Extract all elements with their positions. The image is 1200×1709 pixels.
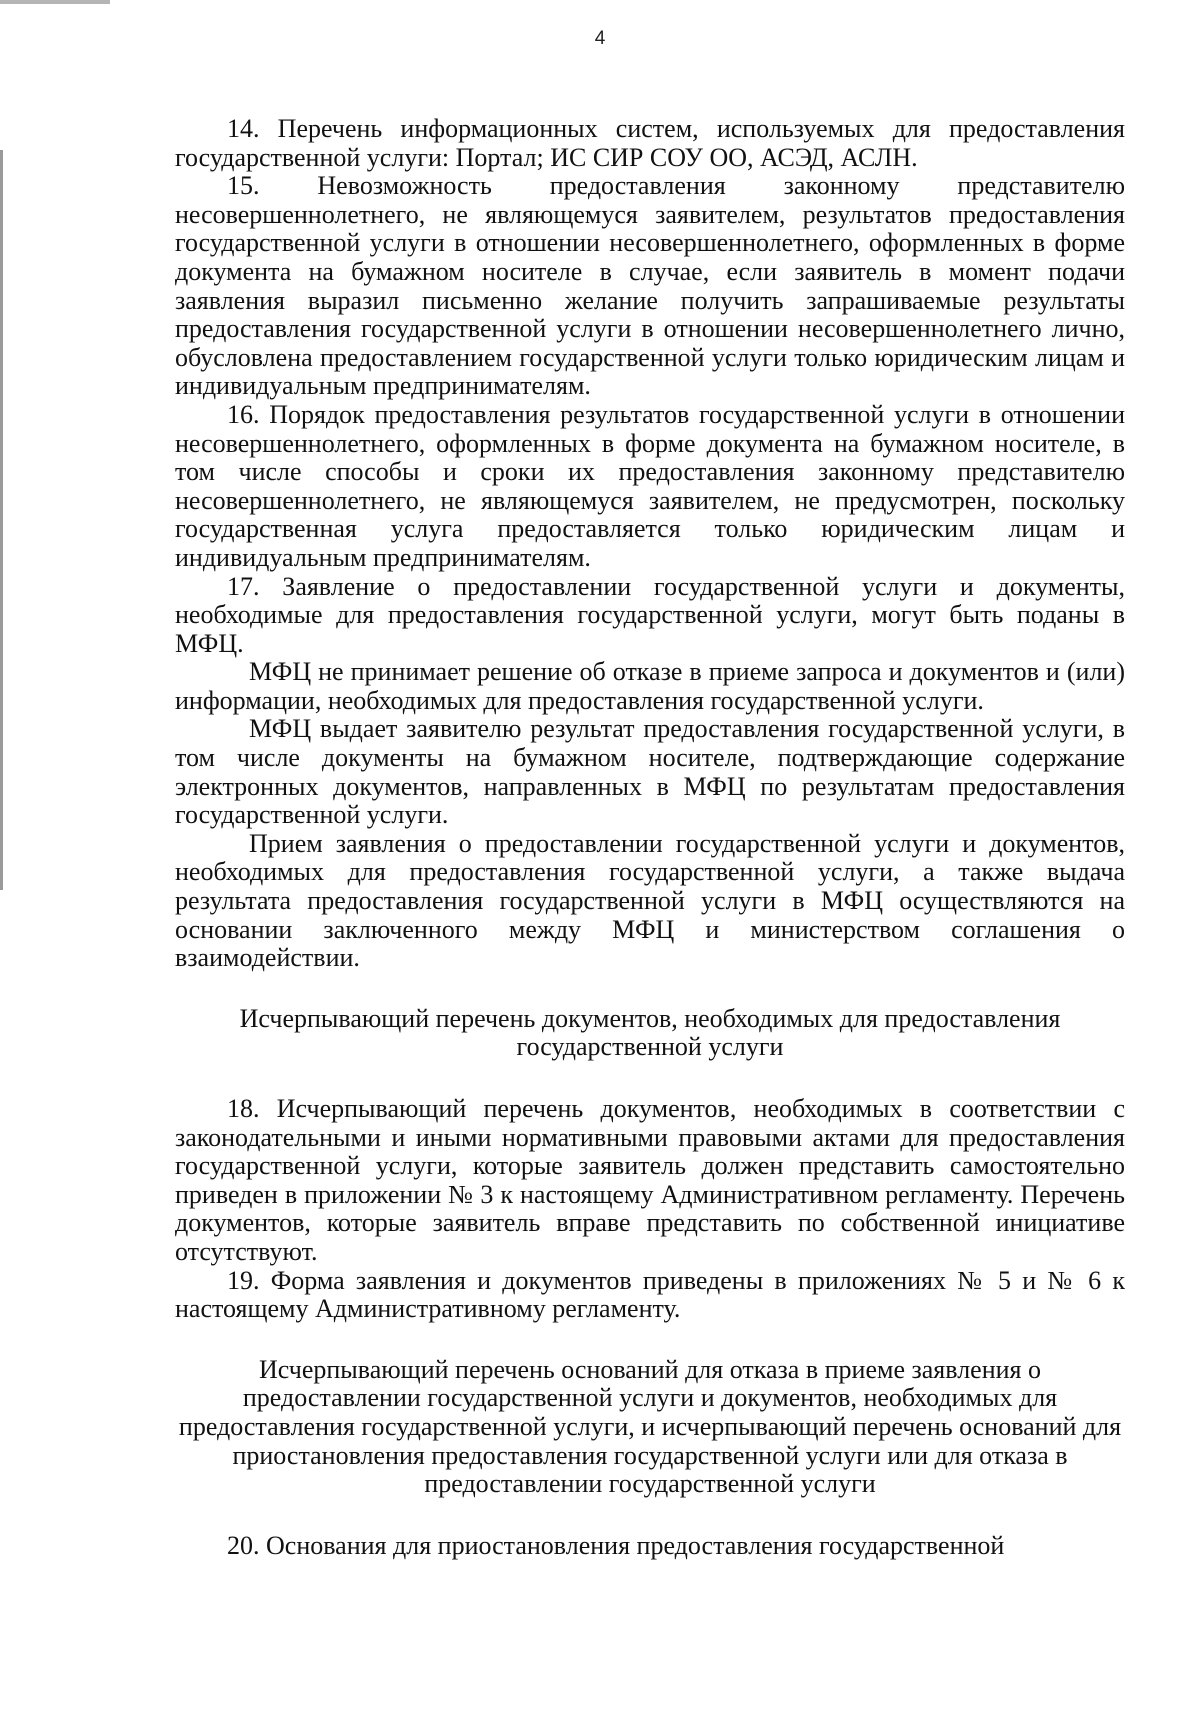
paragraph-14: 14. Перечень информационных систем, используемых для предоставления государственной услуги: Портал; ИС СИР СОУ ОО, АСЭД, АСЛН. (175, 114, 1125, 172)
paragraph-17-mfc-result: МФЦ выдает заявителю результат предоставления государственной услуги, в том числе документы на бумажном носителе, подтверждающие содержание электронных документов, направленных в МФЦ по результатам предоставления государственной услуги. (175, 714, 1125, 830)
document-body (175, 115, 1125, 1560)
paragraph-17-mfc-decision: МФЦ не принимает решение об отказе в приеме запроса и документов и (или) информации, необходимых для предоставления государственной услуги. (175, 657, 1125, 715)
paragraph-18: 18. Исчерпывающий перечень документов, необходимых в соответствии с законодательными и иными нормативными правовыми актами для предоставления государственной услуги, которые заявитель должен представить самостоятельно приведен в приложении № 3 к настоящему Административном регламенту. Перечень документов, которые заявитель вправе представить по собственной инициативе отсутствуют. (175, 1094, 1125, 1266)
paragraph-16: 16. Порядок предоставления результатов государственной услуги в отношении несовершеннолетнего, оформленных в форме документа на бумажном носителе, в том числе способы и сроки их предоставления законному представителю несовершеннолетнего, не являющемуся заявителем, не предусмотрен, поскольку государственная услуга предоставляется только юридическим лицам и индивидуальным предпринимателям. (175, 399, 1125, 572)
page-number: 4 (594, 28, 606, 49)
scan-corner-mark (0, 0, 110, 4)
paragraph-20: 20. Основания для приостановления предоставления государственной (227, 1530, 1005, 1560)
paragraph-19: 19. Форма заявления и документов приведены в приложениях № 5 и № 6 к настоящему Административному регламенту. (175, 1265, 1125, 1324)
paragraph-17: 17. Заявление о предоставлении государственной услуги и документы, необходимые для предоставления государственной услуги, могут быть поданы в МФЦ. (175, 571, 1125, 658)
section-heading-documents: Исчерпывающий перечень документов, необходимых для предоставления государственной услуги (239, 1003, 1061, 1062)
paragraph-15: 15. Невозможность предоставления законному представителю несовершеннолетнего, не являющемуся заявителем, результатов предоставления государственной услуги в отношении несовершеннолетнего, оформленных в форме документа на бумажном носителе в случае, если заявитель в момент подачи заявления выразил письменно желание получить запрашиваемые результаты предоставления государственной услуги в отношении несовершеннолетнего лично, обусловлена предоставлением государственной услуги только юридическим лицам и индивидуальным предпринимателям. (175, 171, 1125, 401)
paragraph-17-mfc-agreement: Прием заявления о предоставлении государственной услуги и документов, необходимых для предоставления государственной услуги, а также выдача результата предоставления государственной услуги в МФЦ осуществляются на основании заключенного между МФЦ и министерством соглашения о взаимодействии. (175, 828, 1125, 973)
scan-edge-mark (0, 150, 3, 890)
section-heading-refusal-grounds: Исчерпывающий перечень оснований для отказа в приеме заявления о предоставлении государственной услуги и документов, необходимых для предоставления государственной услуги, и исчерпывающий перечень оснований для приостановления предоставления государственной услуги или для отказа в предоставлении государственной услуги (178, 1354, 1122, 1499)
